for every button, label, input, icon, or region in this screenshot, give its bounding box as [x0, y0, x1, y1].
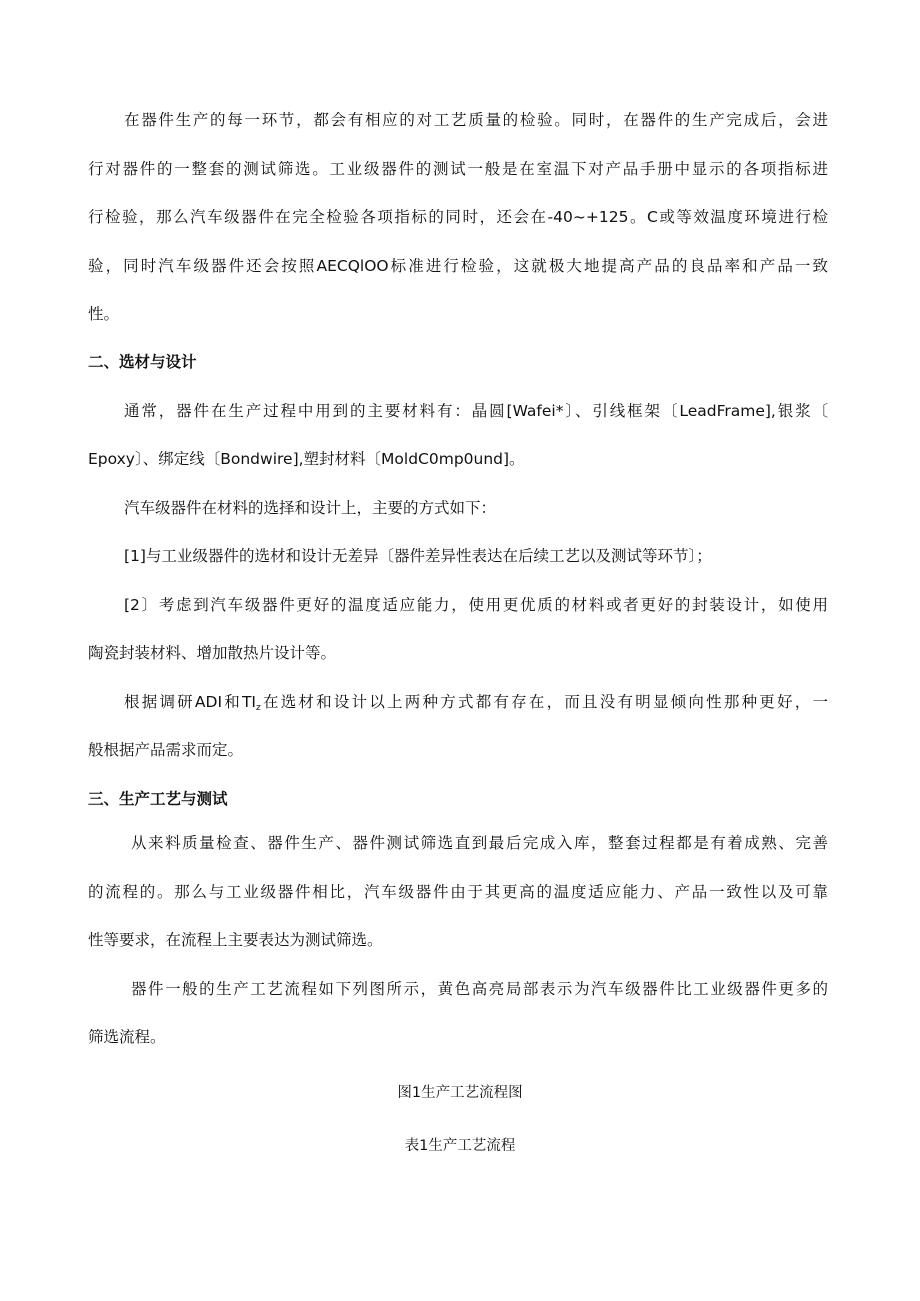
section-heading: 三、生产工艺与测试 — [88, 790, 228, 808]
paragraph-line: 器件一般的生产工艺流程如下列图所示，黄色高亮局部表示为汽车级器件比工业级器件更多的 — [131, 980, 828, 998]
paragraph-line: 在器件生产的每一环节，都会有相应的对工艺质量的检验。同时，在器件的生产完成后，会进 — [124, 111, 828, 129]
section-heading: 二、选材与设计 — [88, 353, 197, 371]
list-item: [2〕考虑到汽车级器件更好的温度适应能力，使用更优质的材料或者更好的封装设计，如使用 — [124, 596, 828, 614]
paragraph-line: 筛选流程。 — [88, 1028, 166, 1046]
list-item: 陶瓷封装材料、增加散热片设计等。 — [88, 644, 337, 662]
paragraph-line: 性。 — [88, 305, 120, 323]
subscript: z — [256, 703, 261, 713]
figure-caption: 图1生产工艺流程图 — [397, 1085, 523, 1101]
paragraph-line: 般根据产品需求而定。 — [88, 741, 244, 759]
paragraph-line: 汽车级器件在材料的选择和设计上，主要的方式如下： — [124, 499, 497, 517]
paragraph-line: 行对器件的一整套的测试筛选。工业级器件的测试一般是在室温下对产品手册中显示的各项指标进 — [88, 160, 828, 178]
paragraph-line: 验，同时汽车级器件还会按照AECQlOO标准进行检验，这就极大地提高产品的良品率和产品一致 — [88, 257, 828, 275]
paragraph-line: 的流程的。那么与工业级器件相比，汽车级器件由于其更高的温度适应能力、产品一致性以及可靠 — [88, 883, 828, 901]
paragraph-line: 通常，器件在生产过程中用到的主要材料有：晶圆[Wafei*〕、引线框架〔LeadFrame],银浆〔 — [124, 402, 828, 420]
paragraph-line: 行检验，那么汽车级器件在完全检验各项指标的同时，还会在-40~+125。C或等效温度环境进行检 — [88, 208, 828, 226]
text-run: 在选材和设计以上两种方式都有存在，而且没有明显倾向性那种更好，一 — [260, 693, 828, 711]
paragraph-line: 性等要求，在流程上主要表达为测试筛选。 — [88, 931, 383, 949]
table-caption: 表1生产工艺流程 — [404, 1138, 516, 1154]
paragraph-line — [124, 690, 828, 714]
paragraph-line: Epoxy〕、绑定线〔Bondwire],塑封材料〔MoldC0mp0und]。 — [88, 450, 525, 468]
paragraph-line: 从来料质量检查、器件生产、器件测试筛选直到最后完成入库，整套过程都是有着成熟、完善 — [131, 834, 828, 852]
text-run: 根据调研ADI和TI — [124, 693, 257, 711]
list-item: [1]与工业级器件的选材和设计无差异〔器件差异性表达在后续工艺以及测试等环节〕； — [124, 547, 712, 565]
